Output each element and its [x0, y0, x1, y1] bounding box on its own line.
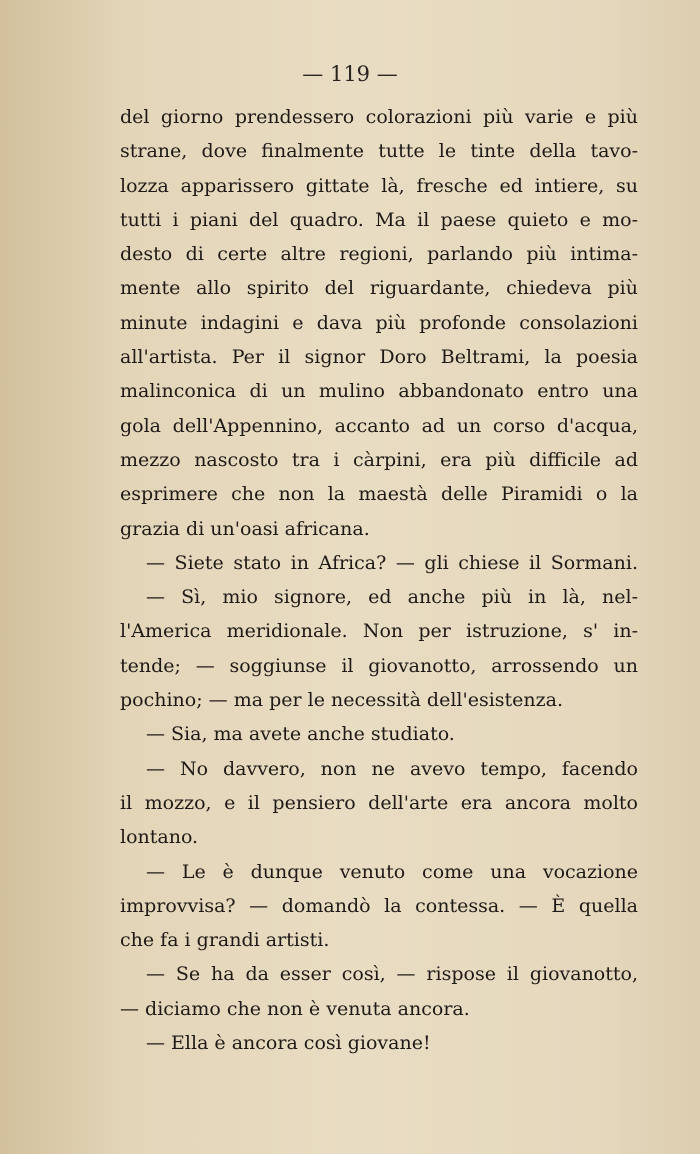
text-line: lozza apparissero gittate là, fresche ed intiere, su	[120, 174, 638, 197]
text-line: mente allo spirito del riguardante, chiedeva più	[120, 277, 638, 300]
text-line: improvvisa? — domandò la contessa. — È quella	[120, 894, 638, 917]
text-line: lontano.	[120, 826, 199, 849]
text-line: il mozzo, e il pensiero dell'arte era ancora molto	[120, 791, 638, 814]
text-line: — Sia, ma avete anche studiato.	[146, 723, 455, 746]
text-line: grazia di un'oasi africana.	[120, 517, 370, 540]
body-text	[120, 100, 638, 1060]
text-line: — No davvero, non ne avevo tempo, facendo	[146, 757, 638, 780]
text-line: — Sì, mio signore, ed anche più in là, nel-	[146, 586, 638, 609]
text-line: gola dell'Appennino, accanto ad un corso d'acqua,	[120, 414, 638, 437]
text-line: esprimere che non la maestà delle Piramidi o la	[120, 483, 638, 506]
text-line: pochino; — ma per le necessità dell'esistenza.	[120, 689, 564, 712]
text-line: tende; — soggiunse il giovanotto, arrossendo un	[120, 654, 638, 677]
text-line: strane, dove finalmente tutte le tinte della tavo-	[120, 140, 638, 163]
text-line: tutti i piani del quadro. Ma il paese quieto e mo-	[120, 208, 638, 231]
text-line: — Siete stato in Africa? — gli chiese il Sormani.	[146, 551, 638, 574]
text-line: del giorno prendessero colorazioni più varie e più	[120, 106, 638, 128]
text-line: — diciamo che non è venuta ancora.	[120, 997, 470, 1020]
text-line: all'artista. Per il signor Doro Beltrami, la poesia	[120, 346, 638, 369]
text-line: minute indagini e dava più profonde consolazioni	[120, 311, 638, 334]
text-line: mezzo nascosto tra i càrpini, era più difficile ad	[120, 448, 638, 471]
text-line: — Se ha da esser così, — rispose il giovanotto,	[146, 963, 638, 986]
text-line: l'America meridionale. Non per istruzione, s' in-	[120, 620, 638, 643]
text-line: che fa i grandi artisti.	[120, 929, 330, 952]
text-line: — Ella è ancora così giovane!	[146, 1032, 431, 1055]
text-line: malinconica di un mulino abbandonato entro una	[120, 380, 638, 403]
text-line: — Le è dunque venuto come una vocazione	[146, 860, 638, 883]
page-number: — 119 —	[302, 62, 398, 86]
text-line: desto di certe altre regioni, parlando più intima-	[120, 243, 638, 266]
